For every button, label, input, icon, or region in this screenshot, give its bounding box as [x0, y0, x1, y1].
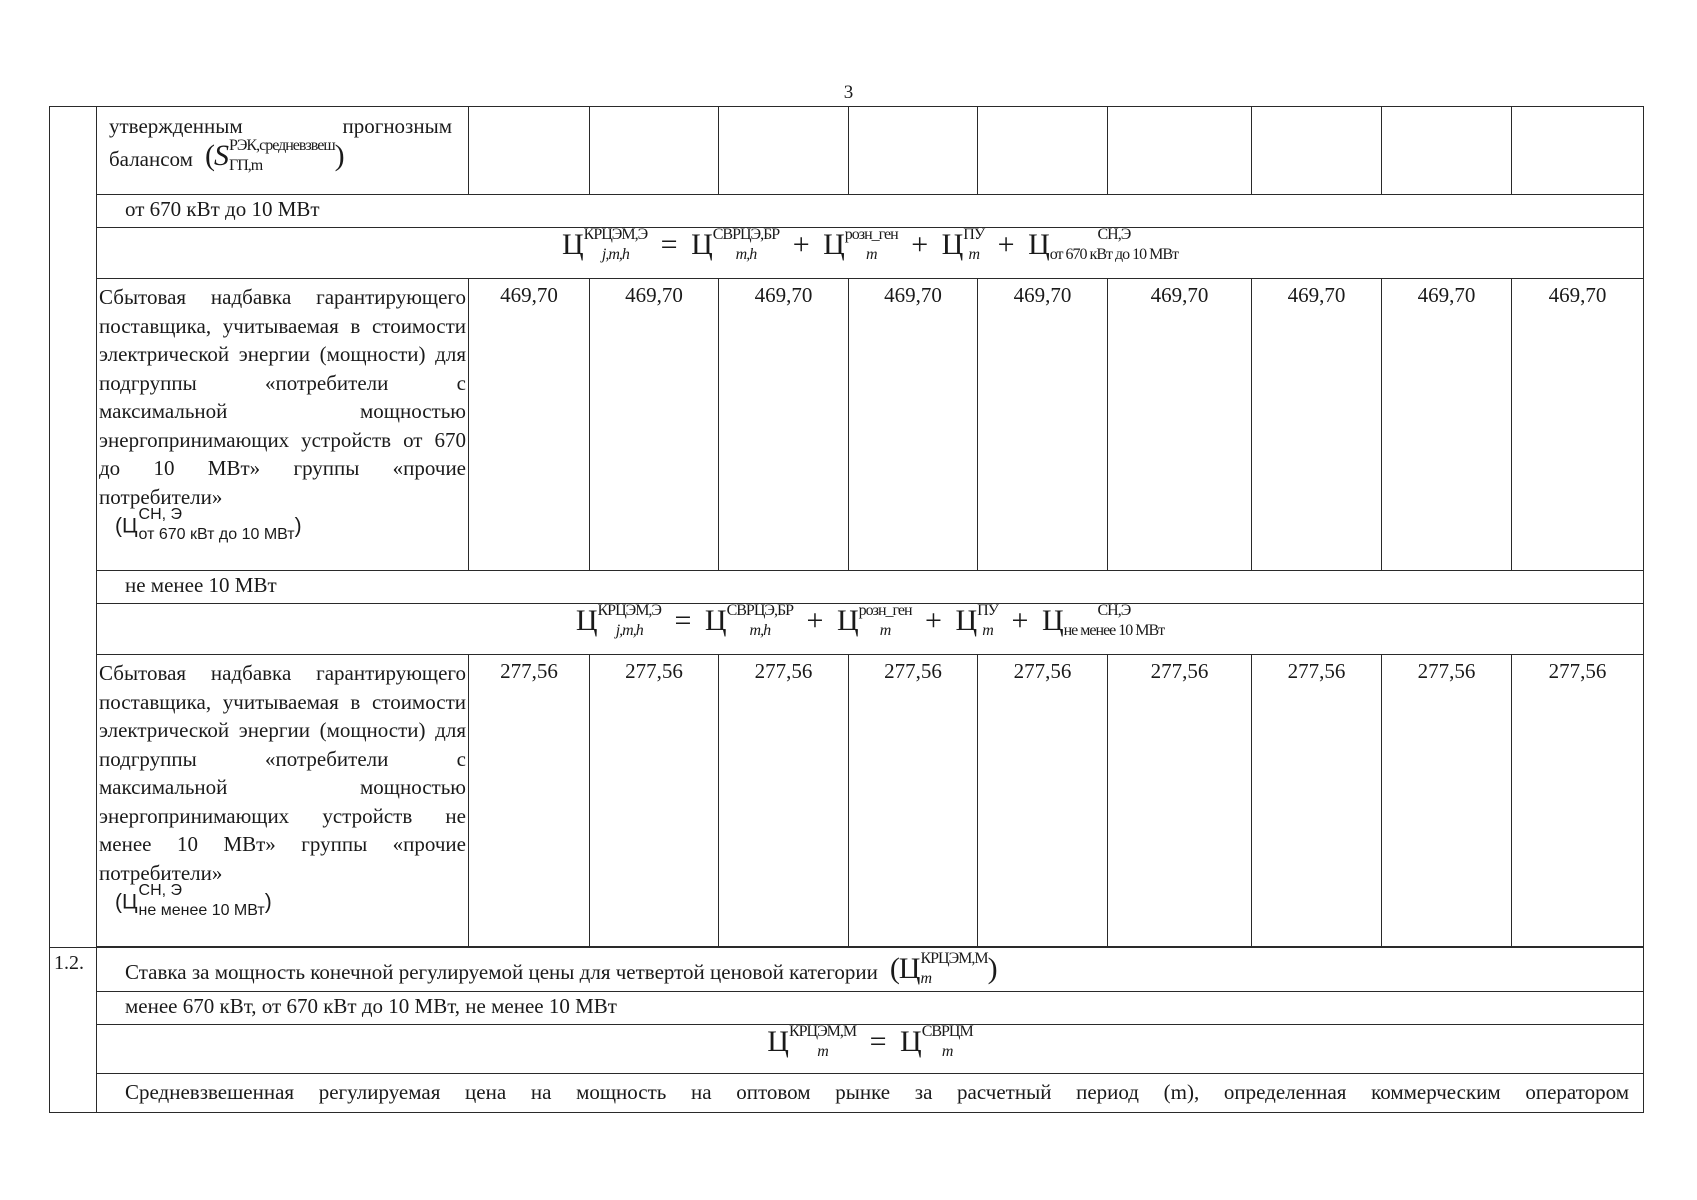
symbol-markup: (Ц СН, Э не менее 10 МВт ) [115, 882, 272, 919]
value-cell: 469,70 [849, 279, 978, 571]
row-description: Сбытовая надбавка гарантирующего поставщика, учитываемая в стоимости электрической энергии (мощности) для подгруппы «потребители с максимальной мощностью энергопринимающих устройств от 670 до 10 МВт» группы «прочие потребители» (Ц СН, Э от 670 кВт до 10 МВт ) [97, 279, 469, 571]
table-row [50, 655, 1644, 947]
table-cell [1382, 107, 1512, 195]
footer-text: Средневзвешенная регулируемая цена на мощность на оптовом рынке за расчетный период (m), определенная коммерческим оператором [97, 1074, 1644, 1113]
table-cell [1252, 107, 1382, 195]
section-number: 1.2. [50, 948, 97, 1113]
row-description: утвержденным прогнозным балансом (S РЭК,средневзвеш ГП,m ) [97, 107, 469, 195]
value-cell: 277,56 [469, 655, 590, 947]
section-title: Ставка за мощность конечной регулируемой цены для четвертой ценовой категории [125, 960, 878, 985]
page-number: 3 [843, 82, 854, 103]
section-row [50, 948, 1644, 992]
value-cell: 469,70 [978, 279, 1108, 571]
value-cell: 469,70 [1382, 279, 1512, 571]
subheading-row [50, 571, 1644, 604]
value-cell: 277,56 [849, 655, 978, 947]
table-cell [469, 107, 590, 195]
value-cell: 277,56 [1108, 655, 1252, 947]
value-cell: 277,56 [1512, 655, 1644, 947]
table-cell [849, 107, 978, 195]
symbol-markup: (Ц СН, Э от 670 кВт до 10 МВт ) [115, 506, 302, 543]
value-cell: 469,70 [1252, 279, 1382, 571]
symbol-s-rek: (S РЭК,средневзвеш ГП,m ) [204, 137, 344, 175]
formula: Ц КРЦЭМ,М m = Ц СВРЦМ m [97, 1025, 1644, 1074]
table-cell [590, 107, 719, 195]
table-row [50, 107, 1644, 195]
formula: Ц КРЦЭМ,Э j,m,h = Ц СВРЦЭ,БР m,h + Ц розн_ген m + Ц ПУ m + Ц СН,Э не менее 10 МВт [97, 604, 1644, 655]
value-cell: 277,56 [719, 655, 849, 947]
formula-row [50, 228, 1644, 279]
subheading: от 670 кВт до 10 МВт [97, 195, 1644, 228]
subheading: не менее 10 МВт [97, 571, 1644, 604]
row-description: Сбытовая надбавка гарантирующего поставщика, учитываемая в стоимости электрической энергии (мощности) для подгруппы «потребители с максимальной мощностью энергопринимающих устройств не менее 10 МВт» группы «прочие потребители» (Ц СН, Э не менее 10 МВт ) [97, 655, 469, 947]
tariff-table [49, 106, 1644, 1113]
value-cell: 469,70 [1512, 279, 1644, 571]
formula-row [50, 604, 1644, 655]
formula: Ц КРЦЭМ,Э j,m,h = Ц СВРЦЭ,БР m,h + Ц розн_ген m + Ц ПУ m + Ц СН,Э от 670 кВт до 10 МВт [97, 228, 1644, 279]
subheading-row [50, 992, 1644, 1025]
formula-row [50, 1025, 1644, 1074]
subheading: менее 670 кВт, от 670 кВт до 10 МВт, не менее 10 МВт [97, 992, 1644, 1025]
value-cell: 277,56 [1382, 655, 1512, 947]
table-cell [719, 107, 849, 195]
footer-row [50, 1074, 1644, 1113]
value-cell: 469,70 [590, 279, 719, 571]
table-row [50, 279, 1644, 571]
table-cell [1108, 107, 1252, 195]
value-cell: 277,56 [1252, 655, 1382, 947]
section-symbol: (Ц КРЦЭМ,М m ) [889, 950, 997, 988]
section-title-cell [97, 948, 1644, 992]
value-cell: 469,70 [469, 279, 590, 571]
table-cell [1512, 107, 1644, 195]
value-cell: 469,70 [719, 279, 849, 571]
value-cell: 469,70 [1108, 279, 1252, 571]
value-cell: 277,56 [978, 655, 1108, 947]
value-cell: 277,56 [590, 655, 719, 947]
table-cell [978, 107, 1108, 195]
section-number-cell [50, 107, 97, 948]
subheading-row [50, 195, 1644, 228]
